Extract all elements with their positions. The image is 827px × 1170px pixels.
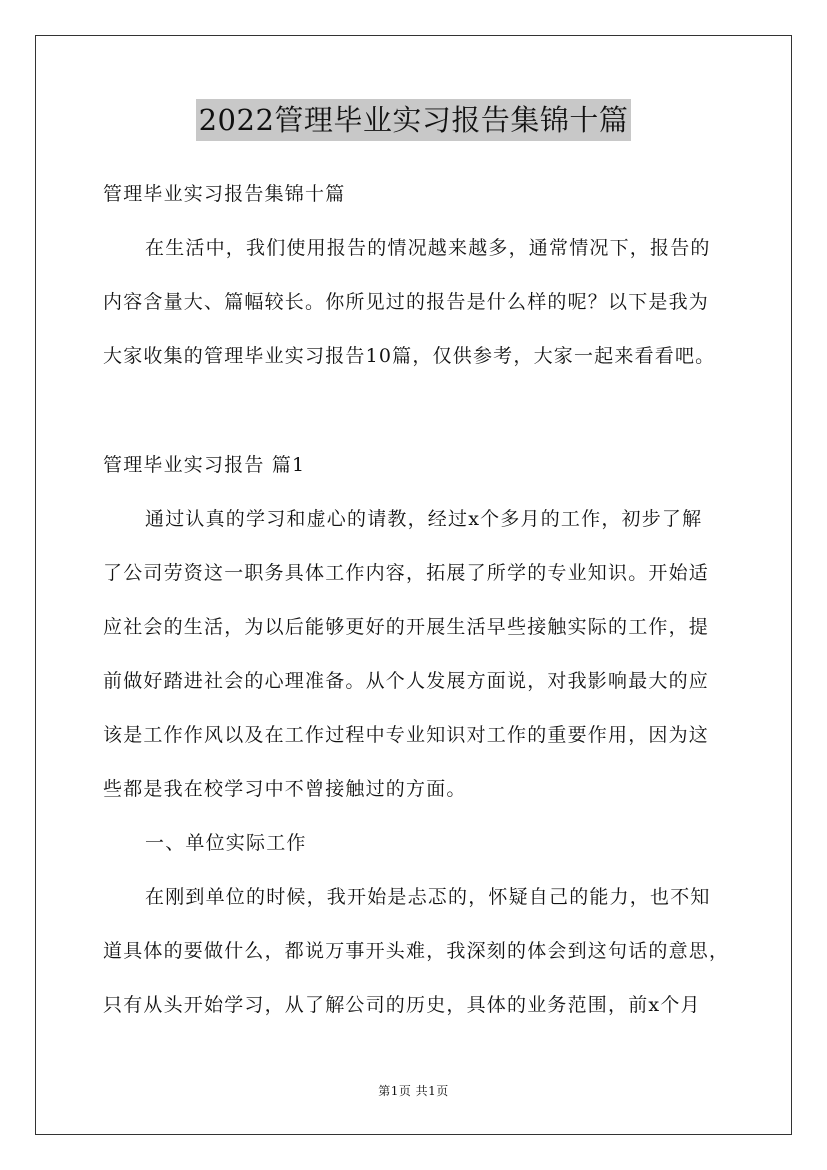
document-subtitle: 管理毕业实习报告集锦十篇 <box>103 183 346 205</box>
page-footer: 第1页 共1页 <box>378 1084 449 1098</box>
title-container <box>0 99 827 141</box>
section1-line-4: 前做好踏进社会的心理准备。从个人发展方面说，对我影响最大的应 <box>103 670 710 692</box>
section1-heading: 管理毕业实习报告 篇1 <box>103 454 306 476</box>
intro-line-1: 在生活中，我们使用报告的情况越来越多，通常情况下，报告的 <box>145 237 711 259</box>
intro-line-2: 内容含量大、篇幅较长。你所见过的报告是什么样的呢？以下是我为 <box>103 291 710 313</box>
section1-line-2: 了公司劳资这一职务具体工作内容，拓展了所学的专业知识。开始适 <box>103 562 710 584</box>
section1-line-1: 通过认真的学习和虚心的请教，经过x个多月的工作，初步了解 <box>145 508 703 530</box>
section1-line-6: 些都是我在校学习中不曾接触过的方面。 <box>103 778 467 800</box>
subheading-unit-work: 一、单位实际工作 <box>145 832 307 854</box>
paragraph2-line-3: 只有从头开始学习，从了解公司的历史，具体的业务范围，前x个月 <box>103 994 701 1016</box>
section1-line-3: 应社会的生活，为以后能够更好的开展生活早些接触实际的工作，提 <box>103 616 710 638</box>
intro-line-3: 大家收集的管理毕业实习报告10篇，仅供参考，大家一起来看看吧。 <box>103 345 716 367</box>
section1-line-5: 该是工作作风以及在工作过程中专业知识对工作的重要作用，因为这 <box>103 724 710 746</box>
paragraph2-line-1: 在刚到单位的时候，我开始是忐忑的，怀疑自己的能力，也不知 <box>145 886 711 908</box>
document-title: 2022管理毕业实习报告集锦十篇 <box>196 99 632 141</box>
paragraph2-line-2: 道具体的要做什么，都说万事开头难，我深刻的体会到这句话的意思， <box>103 940 730 962</box>
